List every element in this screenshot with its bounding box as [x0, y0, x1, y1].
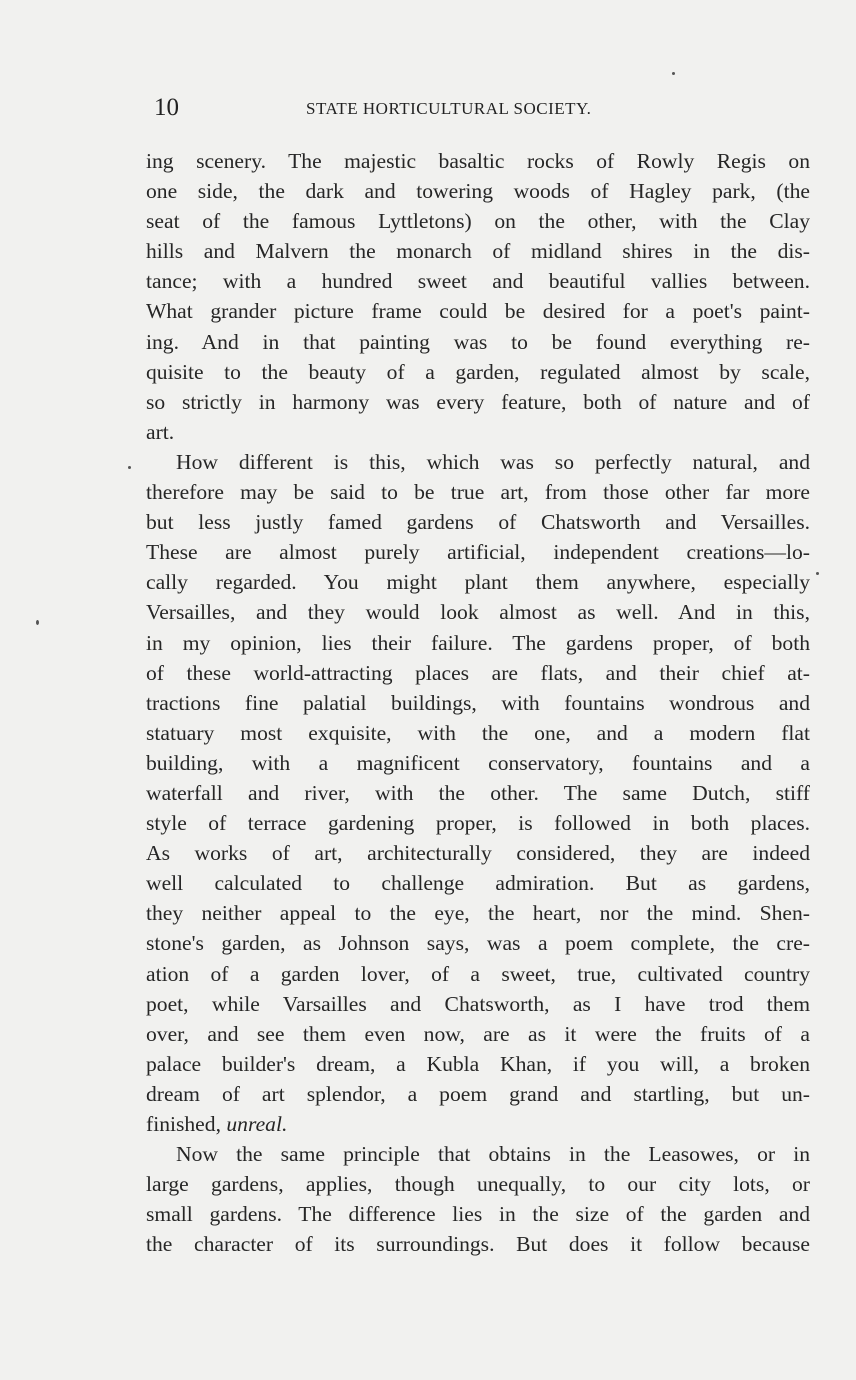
text-line: Now the same principle that obtains in the Leasowes, or in — [176, 1142, 810, 1167]
text-line: poet, while Varsailles and Chatsworth, as I have trod them — [146, 991, 810, 1016]
text-line: quisite to the beauty of a garden, regulated almost by scale, — [146, 359, 810, 384]
text-line: tractions fine palatial buildings, with fountains wondrous and — [146, 690, 810, 715]
text-line: but less justly famed gardens of Chatsworth and Versailles. — [146, 510, 810, 535]
text-line: seat of the famous Lyttletons) on the other, with the Clay — [146, 209, 810, 234]
text-line: one side, the dark and towering woods of Hagley park, (the — [146, 179, 810, 204]
line-text: finished, — [146, 1112, 227, 1136]
print-speck — [128, 466, 131, 469]
emphasized-text: unreal. — [226, 1112, 288, 1136]
text-line: statuary most exquisite, with the one, and a modern flat — [146, 720, 810, 745]
text-line: ing scenery. The majestic basaltic rocks of Rowly Regis on — [146, 149, 810, 173]
text-line: How different is this, which was so perfectly natural, and — [176, 449, 810, 474]
text-line: ation of a garden lover, of a sweet, true, cultivated country — [146, 961, 810, 986]
text-line: hills and Malvern the monarch of midland shires in the dis- — [146, 239, 810, 264]
print-speck — [816, 572, 819, 575]
print-speck — [36, 620, 39, 625]
paragraph-2 — [146, 447, 810, 1139]
text-line: Versailles, and they would look almost as well. And in this, — [146, 600, 810, 625]
text-line: the character of its surroundings. But does it follow because — [146, 1232, 810, 1257]
text-line: well calculated to challenge admiration. But as gardens, — [146, 871, 810, 896]
text-line: stone's garden, as Johnson says, was a poem complete, the cre- — [146, 931, 810, 956]
text-line: ing. And in that painting was to be found everything re- — [146, 329, 810, 354]
text-line: building, with a magnificent conservatory, fountains and a — [146, 750, 810, 775]
text-line: style of terrace gardening proper, is followed in both places. — [146, 811, 810, 836]
text-line — [146, 1109, 810, 1139]
text-line: dream of art splendor, a poem grand and startling, but un- — [146, 1081, 810, 1106]
text-line: so strictly in harmony was every feature, both of nature and of — [146, 389, 810, 414]
text-line: therefore may be said to be true art, from those other far more — [146, 480, 810, 505]
running-title: STATE HORTICULTURAL SOCIETY. — [306, 99, 592, 118]
text-line: tance; with a hundred sweet and beautiful vallies between. — [146, 269, 810, 294]
body-text — [146, 146, 810, 1259]
text-line: These are almost purely artificial, independent creations—lo- — [146, 540, 810, 565]
text-line: What grander picture frame could be desired for a poet's paint- — [146, 299, 810, 324]
text-line: of these world-attracting places are flats, and their chief at- — [146, 660, 810, 685]
text-line: in my opinion, lies their failure. The gardens proper, of both — [146, 630, 810, 655]
text-line: over, and see them even now, are as it were the fruits of a — [146, 1021, 810, 1046]
print-speck — [672, 72, 675, 75]
paragraph-3 — [146, 1139, 810, 1259]
page-number: 10 — [154, 94, 179, 121]
text-line: small gardens. The difference lies in the size of the garden and — [146, 1202, 810, 1227]
text-line: art. — [146, 419, 175, 444]
text-line: palace builder's dream, a Kubla Khan, if you will, a broken — [146, 1051, 810, 1076]
text-line: cally regarded. You might plant them anywhere, especially — [146, 570, 810, 595]
text-line: waterfall and river, with the other. The same Dutch, stiff — [146, 780, 810, 805]
running-head — [146, 92, 812, 126]
text-line: As works of art, architecturally considered, they are indeed — [146, 841, 810, 866]
text-line: large gardens, applies, though unequally, to our city lots, or — [146, 1172, 810, 1197]
paragraph-1 — [146, 146, 810, 447]
text-line: they neither appeal to the eye, the heart, nor the mind. Shen- — [146, 901, 810, 926]
